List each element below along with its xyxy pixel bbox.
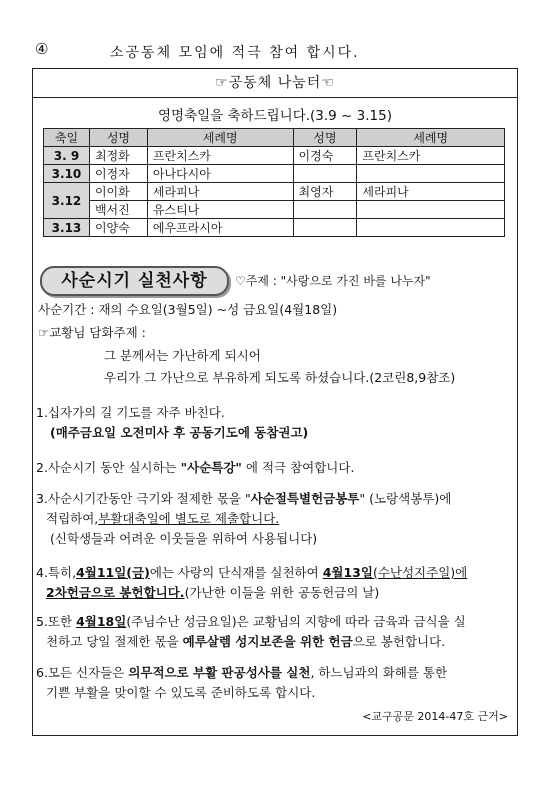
item-text: 으로 봉헌합니다.	[352, 634, 446, 649]
pope-quote-line: 그 분께서는 가난하게 되시어	[104, 348, 261, 363]
item-note: (가난한 이들을 위한 공동헌금의 날)	[184, 585, 380, 600]
baptismal-name: 세라피나	[147, 183, 293, 201]
column-header: 성명	[293, 129, 357, 147]
item-text: 적립하여,	[46, 511, 99, 526]
item-highlight: 4월11일(금)	[76, 565, 150, 580]
header-motto: 소공동체 모임에 적극 참여 합시다.	[110, 45, 360, 61]
baptismal-name: 에우프라시아	[147, 219, 293, 237]
table-row	[44, 147, 505, 165]
item-text: (주님수난 성금요일)은 교황님의 지향에 따라 금육과 금식을 실	[126, 614, 466, 629]
person-name: 이경숙	[293, 147, 357, 165]
item-highlight: 예루살렘 성지보존을 위한 헌금	[182, 634, 353, 649]
item-text: " (노랑색봉투)에	[359, 491, 452, 506]
column-header: 성명	[89, 129, 147, 147]
item-text: 천하고 당일 절제한 몫을	[46, 634, 183, 649]
item-text: 5.또한	[36, 614, 77, 629]
baptismal-name: 세라피나	[357, 183, 505, 201]
lent-theme: ♡주제 : "사랑으로 가진 바를 나누자"	[235, 274, 431, 288]
person-name	[293, 165, 357, 183]
item-text: 에 적극 참여합니다.	[241, 460, 355, 475]
item-highlight: 사순절특별헌금봉투	[250, 491, 360, 506]
table-header-row	[44, 129, 505, 147]
pope-quote-line: 우리가 그 가난으로 부유하게 되도록 하셨습니다.(2코린8,9참조)	[104, 370, 456, 385]
practice-item-1	[36, 403, 512, 443]
birthday-table	[43, 128, 505, 237]
item-text: 4.특히,	[36, 565, 77, 580]
table-row	[44, 219, 505, 237]
feast-date: 3.10	[44, 165, 90, 183]
page-number: ④	[35, 40, 49, 58]
person-name: 백서진	[89, 201, 147, 219]
baptismal-name	[357, 201, 505, 219]
person-name: 최영자	[293, 183, 357, 201]
reference-note: <교구공문 2014-47호 근거>	[362, 710, 508, 723]
practice-item-6	[36, 663, 512, 703]
item-note: (신학생들과 어려운 이웃들을 위하여 사용됩니다)	[50, 531, 318, 546]
section-title: ☞공동체 나눔터☜	[32, 68, 518, 98]
person-name: 최정화	[89, 147, 147, 165]
person-name: 이정자	[89, 165, 147, 183]
item-highlight: "사순특강"	[180, 460, 242, 475]
baptismal-name: 유스티나	[147, 201, 293, 219]
item-highlight: 4월13일	[322, 565, 373, 580]
column-header: 세례명	[357, 129, 505, 147]
baptismal-name: 아나다시아	[147, 165, 293, 183]
item-text: , 하느님과의 화해를 통한	[310, 665, 448, 680]
practice-item-3	[36, 489, 512, 549]
feast-date: 3. 9	[44, 147, 90, 165]
baptismal-name	[357, 219, 505, 237]
lent-badge: 사순시기 실천사항	[40, 266, 229, 296]
feast-date: 3.13	[44, 219, 90, 237]
pope-message-label: ☞교황님 담화주제 :	[38, 325, 146, 340]
baptismal-name	[357, 165, 505, 183]
lent-period: 사순기간 : 재의 수요일(3월5일) ~성 금요일(4월18일)	[38, 302, 338, 317]
practice-item-5	[36, 612, 512, 652]
person-name	[293, 201, 357, 219]
practice-item-2	[36, 458, 512, 478]
item-underlined: 부활대축일에 별도로 제출합니다.	[98, 511, 280, 526]
person-name: 이양숙	[89, 219, 147, 237]
person-name	[293, 219, 357, 237]
item-text: 6.모든 신자들은	[36, 665, 129, 680]
item-text: 2.사순시기 동안 실시하는	[36, 460, 181, 475]
item-underlined: (수난성지주일)에	[372, 565, 468, 580]
item-highlight: 2차헌금으로 봉헌합니다.	[46, 585, 185, 600]
item-highlight: 의무적으로 부활 판공성사를 실천	[128, 665, 311, 680]
birthday-title: 영명축일을 축하드립니다.(3.9 ~ 3.15)	[158, 108, 392, 124]
practice-item-4	[36, 563, 512, 603]
table-row	[44, 201, 505, 219]
feast-date: 3.12	[44, 183, 90, 219]
item-text: 1.십자가의 길 기도를 자주 바친다.	[36, 405, 225, 420]
table-row	[44, 183, 505, 201]
item-text: 3.사순시기간동안 극기와 절제한 몫을 "	[36, 491, 251, 506]
baptismal-name: 프란치스카	[357, 147, 505, 165]
item-note: (매주금요일 오전미사 후 공동기도에 동참권고)	[50, 425, 309, 440]
item-text: 기쁜 부활을 맞이할 수 있도록 준비하도록 합시다.	[46, 685, 316, 700]
item-highlight: 4월18일	[76, 614, 127, 629]
column-header: 세례명	[147, 129, 293, 147]
baptismal-name: 프란치스카	[147, 147, 293, 165]
person-name: 이이화	[89, 183, 147, 201]
column-header: 축일	[44, 129, 90, 147]
table-row	[44, 165, 505, 183]
item-text: 에는 사랑의 단식재를 실천하여	[149, 565, 323, 580]
